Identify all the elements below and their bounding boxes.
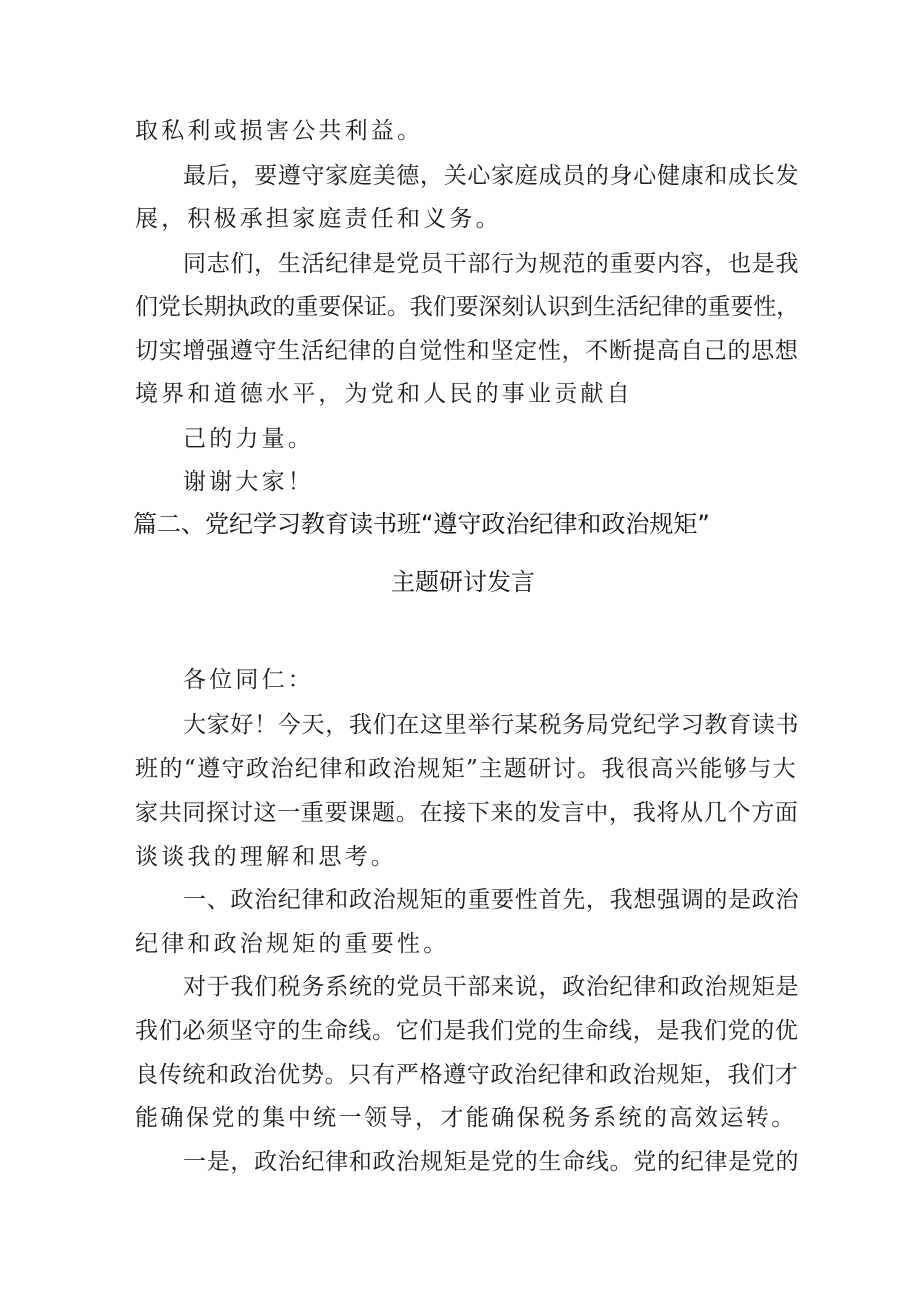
paragraph-line: 一、政治纪律和政治规矩的重要性首先，我想强调的是政治 (183, 887, 800, 913)
paragraph-line: 班的“遵守政治纪律和政治规矩”主题研讨。我很高兴能够与大 (135, 756, 798, 782)
paragraph-line: 取私利或损害公共利益。 (135, 118, 424, 144)
salutation: 各位同仁： (183, 667, 314, 693)
paragraph-line: 谈谈我的理解和思考。 (135, 844, 397, 870)
paragraph-line: 切实增强遵守生活纪律的自觉性和坚定性，不断提高自己的思想 (135, 338, 799, 364)
paragraph-line: 境界和道德水平，为党和人民的事业贡献自 (135, 381, 633, 407)
paragraph-line: 能确保党的集中统一领导，才能确保税务系统的高效运转。 (135, 1105, 797, 1131)
paragraph-line: 对于我们税务系统的党员干部来说，政治纪律和政治规矩是 (183, 974, 800, 1000)
paragraph-line: 一是，政治纪律和政治规矩是党的生命线。党的纪律是党的 (183, 1149, 800, 1175)
paragraph-line: 最后，要遵守家庭美德，关心家庭成员的身心健康和成长发 (183, 163, 800, 189)
paragraph-line: 家共同探讨这一重要课题。在接下来的发言中，我将从几个方面 (135, 800, 799, 826)
paragraph-line: 谢谢大家！ (183, 469, 314, 495)
section-title-line-2: 主题研讨发言 (391, 568, 535, 596)
paragraph-line: 我们必须坚守的生命线。它们是我们党的生命线，是我们党的优 (135, 1018, 799, 1044)
paragraph-line: 纪律和政治规矩的重要性。 (135, 931, 450, 957)
paragraph-line: 良传统和政治优势。只有严格遵守政治纪律和政治规矩，我们才 (135, 1062, 799, 1088)
paragraph-line: 们党长期执政的重要保证。我们要深刻认识到生活纪律的重要性， (135, 294, 800, 320)
paragraph-line: 展，积极承担家庭责任和义务。 (135, 206, 502, 232)
paragraph-line: 大家好！今天，我们在这里举行某税务局党纪学习教育读书 (183, 712, 800, 738)
paragraph-line: 同志们，生活纪律是党员干部行为规范的重要内容，也是我 (183, 251, 800, 277)
paragraph-line: 己的力量。 (183, 426, 314, 452)
section-title-line-1: 篇二、党纪学习教育读书班“遵守政治纪律和政治规矩” (133, 510, 710, 538)
